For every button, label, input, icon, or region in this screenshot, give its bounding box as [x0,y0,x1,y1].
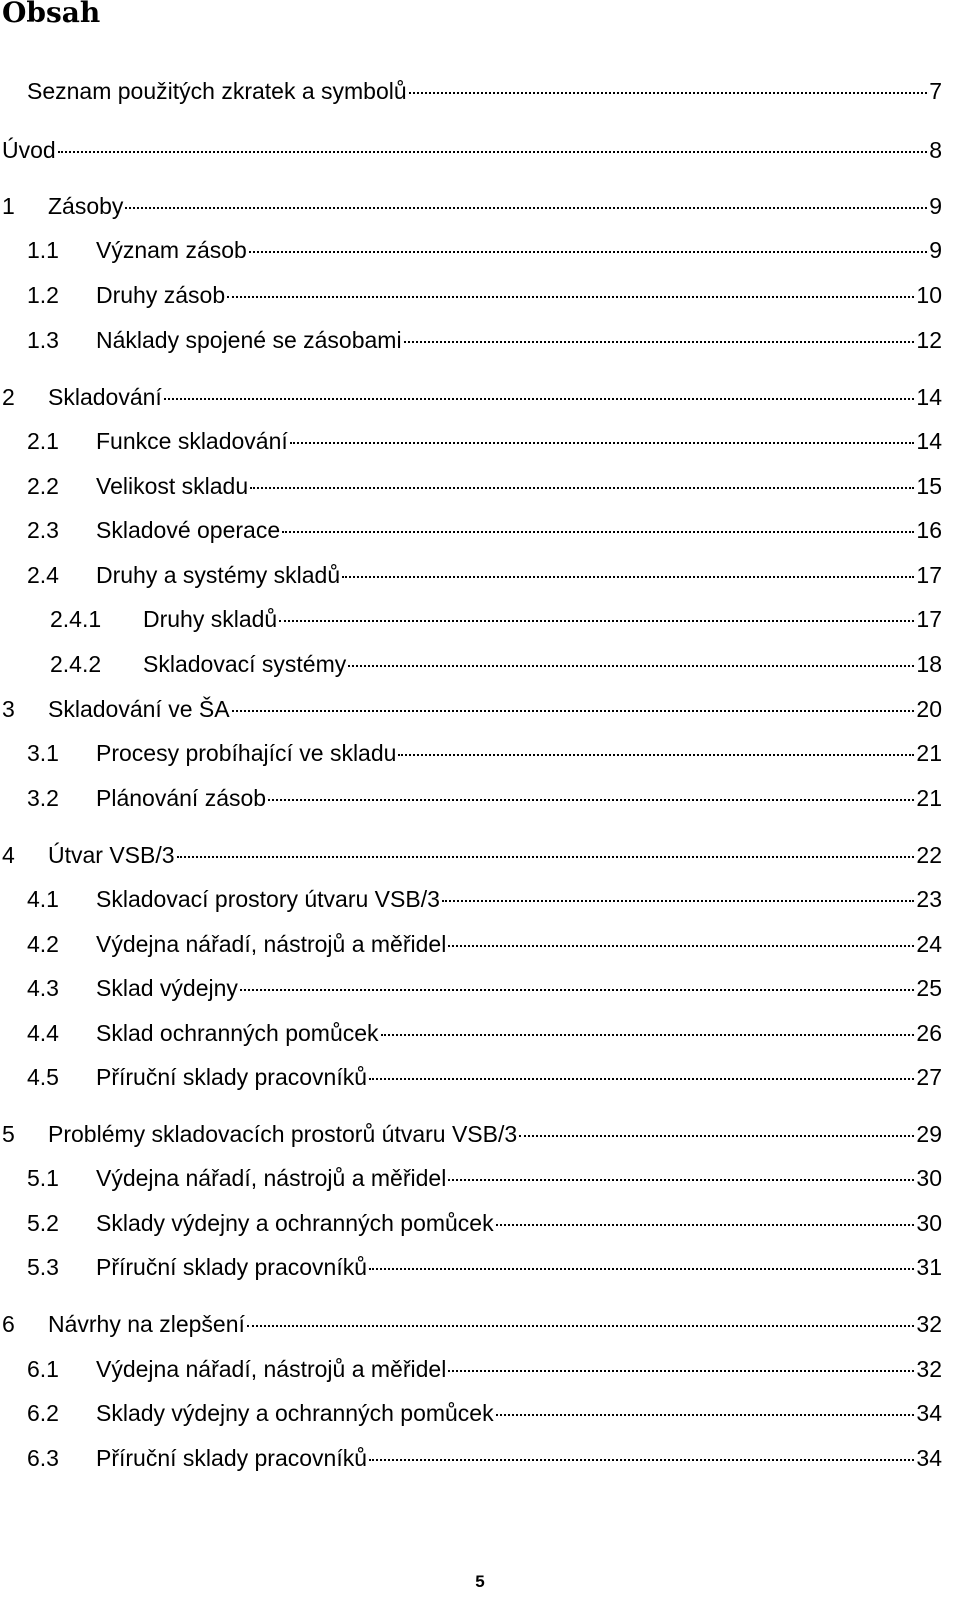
toc-entry-number: 5 [2,1121,15,1147]
dot-leader [519,1135,914,1137]
toc-entry-page: 32 [916,1356,942,1382]
toc-entry-number: 4.3 [27,975,59,1001]
toc-entry-page: 23 [916,886,942,912]
dot-leader [496,1414,915,1416]
toc-entry[interactable] [27,426,942,456]
toc-entry-number: 6 [2,1311,15,1337]
toc-entry[interactable] [2,1119,942,1149]
toc-entry-page: 7 [929,78,942,104]
toc-entry[interactable] [27,783,942,813]
toc-entry-title: Výdejna nářadí, nástrojů a měřidel [96,1356,447,1382]
toc-entry-page: 8 [929,137,942,163]
toc-entry[interactable] [27,325,942,355]
toc-entry[interactable] [27,1163,942,1193]
dot-leader [381,1034,915,1036]
toc-entry-number: 4 [2,842,15,868]
dot-leader [279,620,914,622]
toc-entry[interactable] [27,1443,942,1473]
toc-entry-title: Náklady spojené se zásobami [96,327,402,353]
toc-entry[interactable] [2,1309,942,1339]
toc-entry-page: 25 [916,975,942,1001]
toc-entry-number: 4.2 [27,931,59,957]
dot-leader [249,251,927,253]
dot-leader [404,341,915,343]
toc-entry-page: 9 [929,193,942,219]
toc-entry-title: Druhy a systémy skladů [96,562,341,588]
toc-entry-number: 4.4 [27,1020,59,1046]
toc-entry-number: 2.3 [27,517,59,543]
toc-entry-title: Příruční sklady pracovníků [96,1254,368,1280]
toc-entry-page: 32 [916,1311,942,1337]
toc-entry-page: 17 [916,606,942,632]
toc-entry-page: 31 [916,1254,942,1280]
toc-entry[interactable] [27,280,942,310]
toc-entry-page: 30 [916,1165,942,1191]
toc-entry[interactable] [27,1062,942,1092]
toc-entry-page: 10 [916,282,942,308]
toc-entry-number: 2.4.1 [50,606,102,632]
dot-leader [348,665,914,667]
toc-entry-number: 5.1 [27,1165,59,1191]
toc-entry-title: Velikost skladu [96,473,249,499]
toc-entry-page: 21 [916,785,942,811]
toc-entry[interactable] [27,1252,942,1282]
toc-entry[interactable] [50,604,942,634]
toc-entry[interactable] [2,694,942,724]
toc-entry-title: Výdejna nářadí, nástrojů a měřidel [96,931,447,957]
toc-entry[interactable] [2,382,942,412]
dot-leader [177,856,915,858]
toc-entry[interactable] [27,1208,942,1238]
toc-entry-title: Sklad výdejny [96,975,238,1001]
page-number: 5 [475,1572,485,1591]
toc-entry-title: Sklady výdejny a ochranných pomůcek [96,1210,494,1236]
toc-entry[interactable] [2,191,942,221]
toc-entry-number: 6.1 [27,1356,59,1382]
dot-leader [342,576,914,578]
toc-entry[interactable] [27,471,942,501]
toc-entry-title: Zásoby [48,193,124,219]
toc-entry-number: 6.2 [27,1400,59,1426]
toc-entry-title: Příruční sklady pracovníků [96,1064,368,1090]
dot-leader [398,754,914,756]
toc-entry-title: Druhy zásob [96,282,226,308]
toc-entry-page: 21 [916,740,942,766]
toc-entry-title: Příruční sklady pracovníků [96,1445,368,1471]
toc-entry-title: Plánování zásob [96,785,267,811]
toc-entry-number: 1 [2,193,15,219]
toc-entry-number: 2.4 [27,562,59,588]
toc-entry-page: 30 [916,1210,942,1236]
toc-entry-page: 27 [916,1064,942,1090]
toc-entry-number: 3.1 [27,740,59,766]
toc-entry[interactable] [2,840,942,870]
toc-entry-page: 29 [916,1121,942,1147]
toc-entry-title: Seznam použitých zkratek a symbolů [27,78,407,104]
toc-entry-number: 1.2 [27,282,59,308]
toc-entry-number: 2.2 [27,473,59,499]
toc-entry[interactable] [27,515,942,545]
toc-entry-number: 4.5 [27,1064,59,1090]
dot-leader [369,1459,914,1461]
toc-entry-number: 2.1 [27,428,59,454]
toc-entry-number: 2 [2,384,15,410]
toc-entry-number: 6.3 [27,1445,59,1471]
toc-entry[interactable] [27,560,942,590]
toc-entry-page: 20 [916,696,942,722]
dot-leader [250,487,914,489]
toc-entry-title: Úvod [2,137,56,163]
toc-entry-page: 26 [916,1020,942,1046]
toc-entry-page: 24 [916,931,942,957]
toc-entry-page: 16 [916,517,942,543]
dot-leader [240,989,914,991]
toc-entry-page: 9 [929,237,942,263]
dot-leader [448,1179,914,1181]
toc-entry[interactable] [2,135,942,165]
toc-entry-title: Procesy probíhající ve skladu [96,740,397,766]
toc-entry-number: 1.3 [27,327,59,353]
dot-leader [369,1268,914,1270]
toc-entry[interactable] [27,76,942,106]
toc-entry-page: 15 [916,473,942,499]
dot-leader [125,207,927,209]
toc-entry-title: Funkce skladování [96,428,288,454]
toc-entry-number: 5.2 [27,1210,59,1236]
toc-entry-title: Skladovací prostory útvaru VSB/3 [96,886,440,912]
dot-leader [496,1224,915,1226]
dot-leader [164,398,915,400]
toc-entry[interactable] [27,929,942,959]
toc-entry-number: 5.3 [27,1254,59,1280]
toc-entry-page: 18 [916,651,942,677]
toc-entry[interactable] [27,1018,942,1048]
toc-entry[interactable] [27,235,942,265]
toc-entry-number: 3 [2,696,15,722]
toc-entry-title: Skladové operace [96,517,281,543]
toc-entry[interactable] [50,649,942,679]
dot-leader [232,710,915,712]
toc-entry-page: 34 [916,1445,942,1471]
toc-entry-title: Skladovací systémy [143,651,347,677]
toc-entry-number: 2.4.2 [50,651,102,677]
toc-entry[interactable] [27,1398,942,1428]
dot-leader [369,1078,914,1080]
toc-entry-page: 34 [916,1400,942,1426]
toc-entry-page: 14 [916,384,942,410]
dot-leader [442,900,915,902]
toc-entry-number: 1.1 [27,237,59,263]
dot-leader [409,92,928,94]
toc-entry-title: Návrhy na zlepšení [48,1311,245,1337]
toc-entry-number: 4.1 [27,886,59,912]
toc-entry-title: Problémy skladovacích prostorů útvaru VSB/3 [48,1121,518,1147]
toc-entry-title: Sklad ochranných pomůcek [96,1020,379,1046]
dot-leader [268,799,914,801]
toc-entry-page: 22 [916,842,942,868]
toc-entry-title: Skladování [48,384,162,410]
toc-entry-page: 14 [916,428,942,454]
toc-entry-title: Výdejna nářadí, nástrojů a měřidel [96,1165,447,1191]
toc-entry-title: Význam zásob [96,237,247,263]
dot-leader [58,151,928,153]
toc-entry-page: 12 [916,327,942,353]
toc-entry-title: Skladování ve ŠA [48,696,230,722]
toc-entry-number: 3.2 [27,785,59,811]
toc-entry-title: Sklady výdejny a ochranných pomůcek [96,1400,494,1426]
dot-leader [247,1325,915,1327]
toc-entry[interactable] [27,738,942,768]
toc-entry-title: Útvar VSB/3 [48,842,175,868]
toc-entry[interactable] [27,973,942,1003]
dot-leader [282,531,914,533]
toc-entry[interactable] [27,884,942,914]
dot-leader [448,945,914,947]
dot-leader [227,296,914,298]
toc-entry[interactable] [27,1354,942,1384]
toc-entry-title: Druhy skladů [143,606,278,632]
toc-entry-page: 17 [916,562,942,588]
dot-leader [448,1370,914,1372]
page-title: Obsah [2,0,101,29]
dot-leader [290,442,915,444]
